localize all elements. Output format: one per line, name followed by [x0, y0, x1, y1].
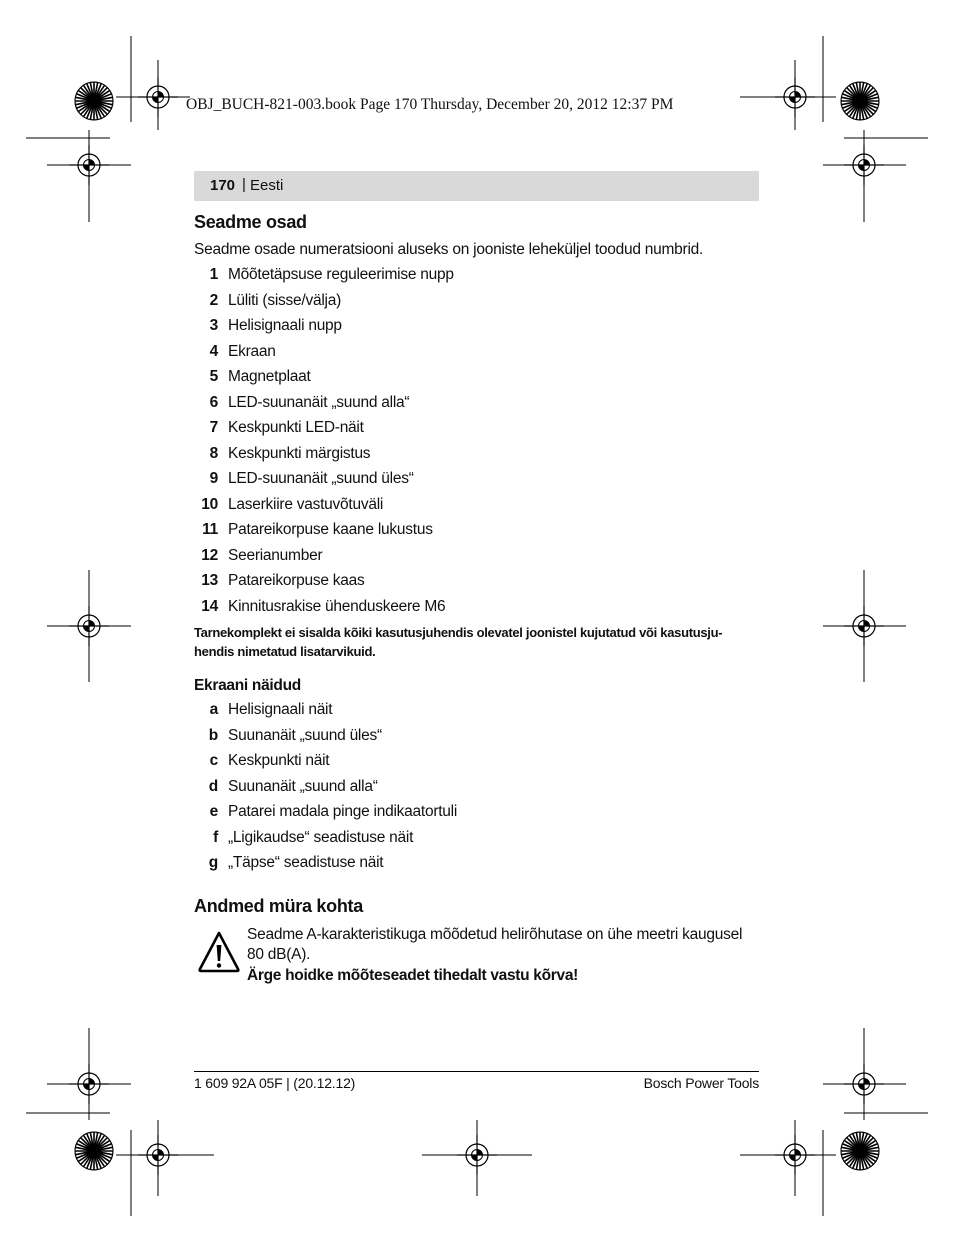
item-label: Keskpunkti LED-näit	[228, 419, 364, 436]
item-letter: f	[213, 828, 218, 846]
item-number: 14	[201, 597, 218, 615]
item-label: Kinnitusrakise ühenduskeere M6	[228, 597, 446, 615]
item-label: Magnetplaat	[228, 368, 311, 385]
item-label: Helisignaali nupp	[228, 317, 342, 334]
item-label: LED-suunanäit „suund alla“	[228, 393, 410, 411]
item-letter: b	[208, 726, 218, 744]
item-letter: e	[209, 803, 218, 820]
item-label: Patareikorpuse kaas	[228, 572, 365, 589]
item-label: Mõõtetäpsuse reguleerimise nupp	[228, 266, 454, 283]
item-number: 1	[209, 266, 218, 283]
footer-document-code: 1 609 92A 05F | (20.12.12)	[194, 1075, 356, 1091]
page-number: 170	[210, 177, 236, 194]
page-language: Eesti	[250, 177, 284, 194]
noise-text-line: 80 dB(A).	[247, 946, 311, 963]
item-label: LED-suunanäit „suund üles“	[228, 470, 414, 487]
item-number: 3	[209, 317, 218, 334]
item-number: 7	[209, 419, 218, 436]
item-number: 13	[201, 572, 218, 589]
item-number: 11	[202, 521, 218, 538]
header-separator: |	[242, 176, 246, 193]
item-label: Keskpunkti märgistus	[228, 444, 371, 462]
item-number: 12	[201, 546, 218, 564]
display-heading: Ekraani näidud	[194, 677, 301, 694]
item-number: 8	[209, 444, 218, 462]
item-label: Suunanäit „suund üles“	[228, 726, 382, 744]
item-label: Helisignaali näit	[228, 701, 333, 718]
item-number: 4	[209, 342, 218, 360]
item-letter: c	[209, 752, 218, 769]
item-label: Suunanäit „suund alla“	[228, 777, 378, 795]
footer-brand: Bosch Power Tools	[643, 1075, 759, 1091]
item-label: Laserkiire vastuvõtuväli	[228, 495, 384, 513]
item-label: Lüliti (sisse/välja)	[228, 291, 342, 309]
item-label: Patareikorpuse kaane lukustus	[228, 521, 433, 538]
parts-intro: Seadme osade numeratsiooni aluseks on jooniste leheküljel toodud numbrid.	[194, 241, 704, 258]
item-number: 10	[201, 495, 218, 513]
item-letter: a	[209, 701, 218, 718]
item-number: 2	[209, 291, 218, 309]
item-label: „Ligikaudse“ seadistuse näit	[228, 828, 414, 846]
noise-text-line: Seadme A-karakteristikuga mõõdetud helirõhutase on ühe meetri kaugusel	[247, 926, 743, 943]
item-letter: g	[208, 854, 218, 871]
delivery-note-line: hendis nimetatud lisatarvikuid.	[194, 644, 376, 659]
print-header: OBJ_BUCH-821-003.book Page 170 Thursday, December 20, 2012 12:37 PM	[186, 96, 674, 113]
item-label: Seerianumber	[228, 546, 323, 564]
noise-warning: Ärge hoidke mõõteseadet tihedalt vastu kõrva!	[247, 967, 579, 984]
item-label: Ekraan	[228, 342, 276, 360]
delivery-note-line: Tarnekomplekt ei sisalda kõiki kasutusjuhendis olevatel joonistel kujutatud või kasutusju-	[194, 625, 723, 640]
item-letter: d	[208, 777, 218, 795]
item-number: 6	[209, 393, 218, 411]
item-label: „Täpse“ seadistuse näit	[228, 854, 384, 871]
item-number: 9	[209, 470, 218, 487]
noise-heading: Andmed müra kohta	[194, 896, 363, 916]
item-number: 5	[209, 368, 218, 385]
parts-heading: Seadme osad	[194, 212, 307, 232]
item-label: Patarei madala pinge indikaatortuli	[228, 803, 458, 820]
item-label: Keskpunkti näit	[228, 752, 330, 769]
